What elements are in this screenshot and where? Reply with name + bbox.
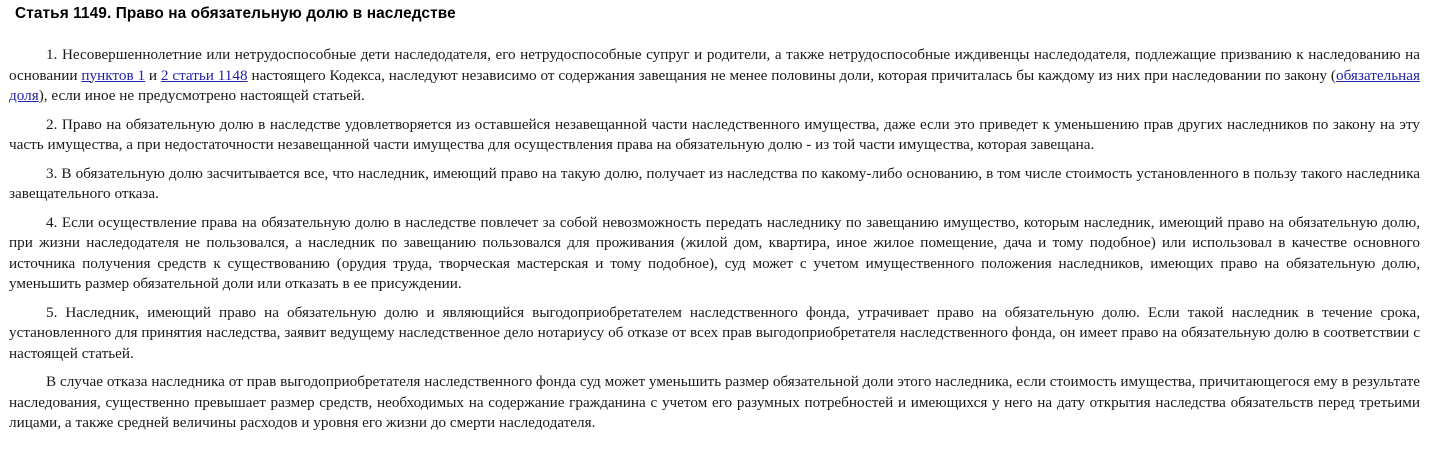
article-body <box>9 0 1420 434</box>
paragraph-1-text-c: настоящего Кодекса, наследуют независимо от содержания завещания не менее половины доли, которая причиталась бы каждому из них при наследовании по закону ( <box>247 66 1336 84</box>
paragraph-1-text-a: 1. Несовершеннолетние или нетрудоспособные дети наследодателя, его нетрудоспособные супруг и родители, а также нетрудоспособные иждивенцы наследодателя, подлежащие призванию к наследованию на основании <box>9 46 1420 84</box>
paragraph-1 <box>9 45 1420 107</box>
link-obyazatelnaya-dolya[interactable]: обязательная доля <box>9 66 1420 104</box>
paragraph-1-text-d: ), если иное не предусмотрено настоящей статьей. <box>38 87 365 104</box>
paragraph-2: 2. Право на обязательную долю в наследстве удовлетворяется из оставшейся незавещанной части наследственного имущества, даже если это приведет к уменьшению прав других наследников по закону на эту часть имущества, а при недостаточности незавещанной части имущества для осуществления права на обязательную долю - из той части имущества, которая завещана. <box>9 115 1420 153</box>
paragraph-3: 3. В обязательную долю засчитывается все, что наследник, имеющий право на такую долю, получает из наследства по какому-либо основанию, в том числе стоимость установленного в пользу такого наследника завещательного отказа. <box>9 164 1420 202</box>
article-title: Статья 1149. Право на обязательную долю в наследстве <box>15 5 456 22</box>
link-punkt-1[interactable]: пунктов 1 <box>81 66 146 84</box>
link-statya-1148[interactable]: 2 статьи 1148 <box>160 66 248 84</box>
paragraph-1-text-b: и <box>145 66 161 84</box>
paragraph-5: 5. Наследник, имеющий право на обязательную долю и являющийся выгодоприобретателем наследственного фонда, утрачивает право на обязательную долю. Если такой наследник в течение срока, установленного для принятия наследства, заявит ведущему наследственное дело нотариусу об отказе от всех прав выгодоприобретателя наследственного фонда, он имеет право на обязательную долю в соответствии с настоящей статьей. <box>9 303 1420 362</box>
paragraph-4: 4. Если осуществление права на обязательную долю в наследстве повлечет за собой невозможность передать наследнику по завещанию имущество, которым наследник, имеющий право на обязательную долю, при жизни наследодателя не пользовался, а наследник по завещанию пользовался для проживания (жилой дом, квартира, иное жилое помещение, дача и тому подобное) или использовал в качестве основного источника получения средств к существованию (орудия труда, творческая мастерская и тому подобное), суд может с учетом имущественного положения наследников, имеющих право на обязательную долю, уменьшить размер обязательной доли или отказать в ее присуждении. <box>9 213 1420 292</box>
paragraph-6: В случае отказа наследника от прав выгодоприобретателя наследственного фонда суд может уменьшить размер обязательной доли этого наследника, если стоимость имущества, причитающегося ему в результате наследования, существенно превышает размер средств, необходимых на содержание гражданина с учетом его разумных потребностей и имеющихся у него на дату открытия наследства обязательств перед третьими лицами, а также средней величины расходов и уровня его жизни до смерти наследодателя. <box>9 373 1420 431</box>
